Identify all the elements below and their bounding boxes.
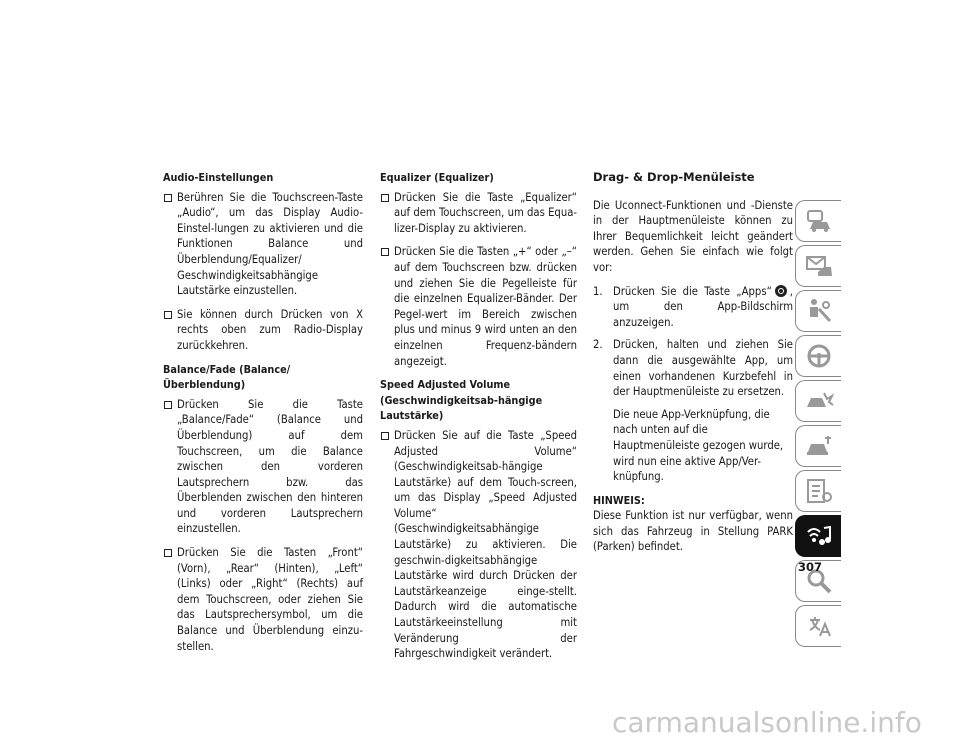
tab-service-car[interactable] bbox=[795, 425, 841, 467]
crash-icon bbox=[804, 387, 834, 415]
bullet-square-icon bbox=[164, 311, 172, 319]
numbered-step-1: 1. Drücken Sie die Taste „Apps“ , um den App-Bildschirm anzuzeigen. bbox=[593, 284, 793, 329]
watermark: carmanualsonline.info bbox=[612, 706, 922, 739]
bullet-square-icon bbox=[164, 549, 172, 557]
bullet-item: Drücken Sie die Tasten „Front“ (Vorn), „Rear“ (Hinten), „Left“ (Links) oder „Right“ (Rechts) auf dem Touchscreen, oder ziehen Sie das Lautsprechersymbol, um die Balance und Überblendung einzu-stellen. bbox=[163, 545, 363, 654]
column-3 bbox=[593, 170, 793, 563]
bullet-square-icon bbox=[164, 401, 172, 409]
checklist-icon bbox=[804, 477, 834, 505]
tab-mail[interactable] bbox=[795, 245, 841, 287]
step-2-note: Die neue App-Verknüpfung, die nach unten auf die Hauptmenüleiste gezogen wurde, wird nun eine aktive App/Ver-knüpfung. bbox=[613, 407, 784, 484]
car-info-icon bbox=[804, 207, 834, 235]
bullet-item: Berühren Sie die Touchscreen-Taste „Audio“, um das Display Audio-Einstel-lungen zu aktivieren und die Funktionen Balance und Überblendung/Equalizer/ Geschwindigkeitsabhängige Lautstärke einzustellen. bbox=[163, 190, 363, 299]
heading-drag-drop-menu-bar: Drag- & Drop-Menüleiste bbox=[593, 170, 755, 184]
tab-checklist[interactable] bbox=[795, 470, 841, 512]
bullet-square-icon bbox=[381, 248, 389, 256]
steering-wheel-icon bbox=[804, 342, 834, 370]
tab-seatbelt[interactable] bbox=[795, 290, 841, 332]
seatbelt-icon bbox=[804, 297, 834, 325]
column-2 bbox=[380, 170, 577, 670]
apps-icon bbox=[775, 285, 787, 297]
heading-balance-fade: Balance/Fade (Balance/Überblendung) bbox=[163, 362, 291, 392]
mail-icon bbox=[804, 252, 834, 280]
column-1 bbox=[163, 170, 363, 662]
note-text: Diese Funktion ist nur verfügbar, wenn sich das Fahrzeug in Stellung PARK (Parken) befindet. bbox=[593, 509, 793, 554]
language-icon bbox=[804, 612, 834, 640]
tab-steering[interactable] bbox=[795, 335, 841, 377]
tab-crash[interactable] bbox=[795, 380, 841, 422]
tab-language[interactable] bbox=[795, 605, 841, 647]
bullet-square-icon bbox=[381, 432, 389, 440]
bullet-item: Drücken Sie die Tasten „+“ oder „–“ auf dem Touchscreen bzw. drücken und ziehen Sie die Pegelleiste für die einzelnen Equalizer-Bänder. Der Pegel-wert im Bereich zwischen plus und minus 9 wird unten an den einzelnen Frequenz-bändern angezeigt. bbox=[380, 244, 577, 369]
heading-speed-adjusted-volume: Speed Adjusted Volume (Geschwindigkeitsab-hängige Lautstärke) bbox=[380, 378, 543, 423]
bullet-square-icon bbox=[381, 194, 389, 202]
page-number: 307 bbox=[798, 560, 823, 574]
numbered-step-2: 2. Drücken, halten und ziehen Sie dann die ausgewählte App, um einen vorhandenen Kurzbefehl in der Hauptmenüleiste zu ersetzen. bbox=[593, 338, 793, 399]
intro-paragraph: Die Uconnect-Funktionen und -Dienste in der Hauptmenüleiste können zu Ihrer Bequemlichkeit leicht geändert werden. Gehen Sie einfach wie folgt vor: bbox=[593, 198, 793, 274]
tab-multimedia[interactable] bbox=[795, 515, 841, 557]
service-car-icon bbox=[804, 432, 834, 460]
bullet-item: Sie können durch Drücken von X rechts oben zum Radio-Display zurückkehren. bbox=[163, 307, 363, 354]
multimedia-icon bbox=[804, 522, 834, 550]
bullet-item: Drücken Sie die Taste „Equalizer“ auf dem Touchscreen, um das Equa-lizer-Display zu aktivieren. bbox=[380, 190, 577, 237]
bullet-item: Drücken Sie die Taste „Balance/Fade“ (Balance und Überblendung) auf dem Touchscreen, um die Balance zwischen den vorderen Lautsprechern bzw. das Überblenden zwischen den hinteren und vorderen Lautsprechern einzustellen. bbox=[163, 397, 363, 537]
tab-car-info[interactable] bbox=[795, 200, 841, 242]
bullet-square-icon bbox=[164, 194, 172, 202]
chapter-tab-strip bbox=[795, 200, 843, 650]
bullet-item: Drücken Sie auf die Taste „Speed Adjusted Volume“ (Geschwindigkeitsab-hängige Lautstärke) auf dem Touch-screen, um das Display „Speed Adjusted Volume“ (Geschwindigkeitsabhängige Lautstärke) zu aktivieren. Die geschwin-digkeitsabhängige Lautstärke wird durch Drücken der Lautstärkeanzeige einge-stellt. Dadurch wird die automatische Lautstärkeeinstellung mit Veränderung der Fahrgeschwindigkeit verändert. bbox=[380, 428, 577, 662]
heading-audio-settings: Audio-Einstellungen bbox=[163, 171, 274, 184]
heading-equalizer: Equalizer (Equalizer) bbox=[380, 171, 494, 184]
note-label: HINWEIS: bbox=[593, 493, 645, 507]
